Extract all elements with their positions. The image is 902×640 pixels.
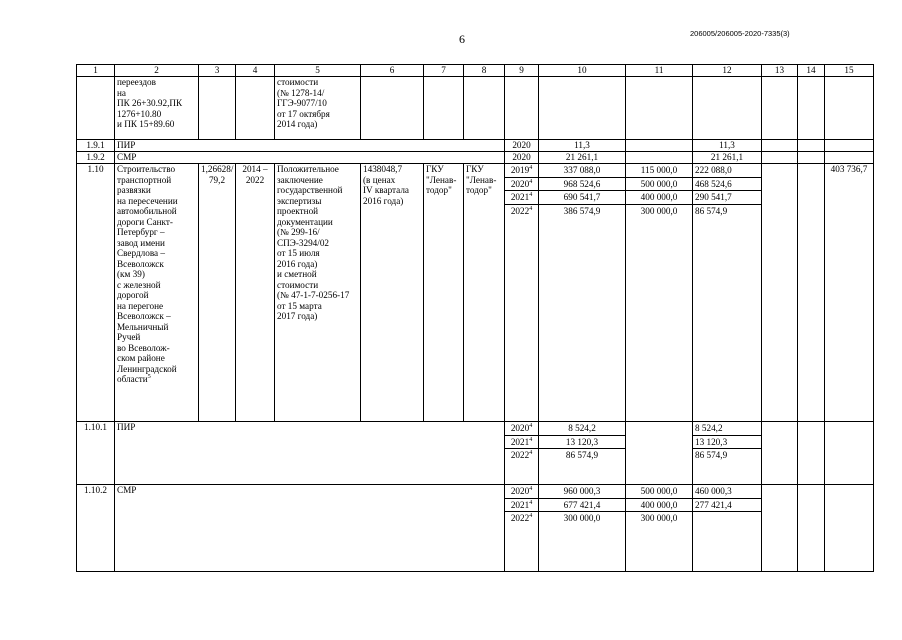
program-table [76, 64, 874, 572]
cell-period: 2014 – 2022 [236, 164, 275, 422]
col-num: 1 [77, 65, 115, 77]
col-num: 6 [361, 65, 424, 77]
cell-values: 115 000,0 500 000,0 400 000,0 300 000,0 [626, 164, 693, 422]
cell-values: 960 000,3 677 421,4 300 000,0 [539, 485, 626, 572]
table-row [77, 152, 874, 164]
col-num: 3 [199, 65, 236, 77]
cell-cost: 1438048,7 (в ценах IV квартала 2016 года) [361, 164, 424, 422]
cell-year: 2020 [505, 152, 539, 164]
table-row [77, 77, 874, 140]
cell-customer: ГКУ "Ленав- тодор" [424, 164, 464, 422]
col-num: 11 [626, 65, 693, 77]
cell-name: ПИР [115, 422, 505, 485]
cell-values: 222 088,0 468 524,6 290 541,7 86 574,9 [693, 164, 762, 422]
col-num: 8 [464, 65, 505, 77]
document-code: 206005/206005-2020-7335(3) [690, 29, 790, 38]
col-num: 7 [424, 65, 464, 77]
cell-values: 8 524,2 13 120,3 86 574,9 [693, 422, 762, 485]
cell-total: 403 736,7 [825, 164, 874, 422]
col-num: 5 [275, 65, 361, 77]
cell-num: 1.9.2 [77, 152, 115, 164]
cell-values: 460 000,3 277 421,4 [693, 485, 762, 572]
cell-name: СМР [115, 485, 505, 572]
table-row [77, 485, 874, 572]
col-num: 13 [762, 65, 798, 77]
col-num: 9 [505, 65, 539, 77]
cell-years: 2020$^4$ 2021$^4$ 2022$^4$ [505, 422, 539, 485]
col-num: 2 [115, 65, 199, 77]
cell-document: Положительное заключение государственной экспертизы проектной документации (№ 299-16/ СПЭ-3294/02 от 15 июля 2016 года) и сметной стоимости (№ 47-1-7-0256-17 от 15 марта 2017 года) [275, 164, 361, 422]
cell-value: 21 261,1 [693, 152, 762, 164]
cell-name: ПИР [115, 140, 505, 152]
cell-name: переездов на ПК 26+30.92,ПК 1276+10.80 и ПК 15+89.60 [115, 77, 199, 140]
cell-year: 2020 [505, 140, 539, 152]
col-num: 12 [693, 65, 762, 77]
col-num: 14 [798, 65, 825, 77]
cell-value: 11,3 [539, 140, 626, 152]
cell-document: стоимости (№ 1278-14/ ГГЭ-9077/10 от 17 октября 2014 года) [275, 77, 361, 140]
page-number: 6 [459, 32, 465, 46]
cell-name: Строительство транспортной развязки на пересечении автомобильной дороги Санкт- Петербург – завод имени Свердлова – Всеволожск (км 39) с железной дорогой на перегоне Всеволожск – Мельничный Ручей во Всеволож- ском районе Ленинградской области$^5$ [115, 164, 199, 422]
cell-value: 11,3 [693, 140, 762, 152]
cell-num: 1.10.2 [77, 485, 115, 572]
cell-contractor: ГКУ "Ленав- тодор" [464, 164, 505, 422]
col-num: 10 [539, 65, 626, 77]
col-num: 15 [825, 65, 874, 77]
column-number-row [77, 65, 874, 77]
table-row [77, 140, 874, 152]
cell-length: 1,26628/ 79,2 [199, 164, 236, 422]
cell-value: 21 261,1 [539, 152, 626, 164]
cell-values: 337 088,0 968 524,6 690 541,7 386 574,9 [539, 164, 626, 422]
cell-years: 2020$^4$ 2021$^4$ 2022$^4$ [505, 485, 539, 572]
cell-num: 1.10 [77, 164, 115, 422]
cell-values: 500 000,0 400 000,0 300 000,0 [626, 485, 693, 572]
table-row [77, 164, 874, 422]
cell-num: 1.10.1 [77, 422, 115, 485]
col-num: 4 [236, 65, 275, 77]
cell-values: 8 524,2 13 120,3 86 574,9 [539, 422, 626, 485]
cell-name: СМР [115, 152, 505, 164]
cell-num: 1.9.1 [77, 140, 115, 152]
table-row [77, 422, 874, 485]
cell-years: 2019$^4$ 2020$^4$ 2021$^4$ 2022$^4$ [505, 164, 539, 422]
